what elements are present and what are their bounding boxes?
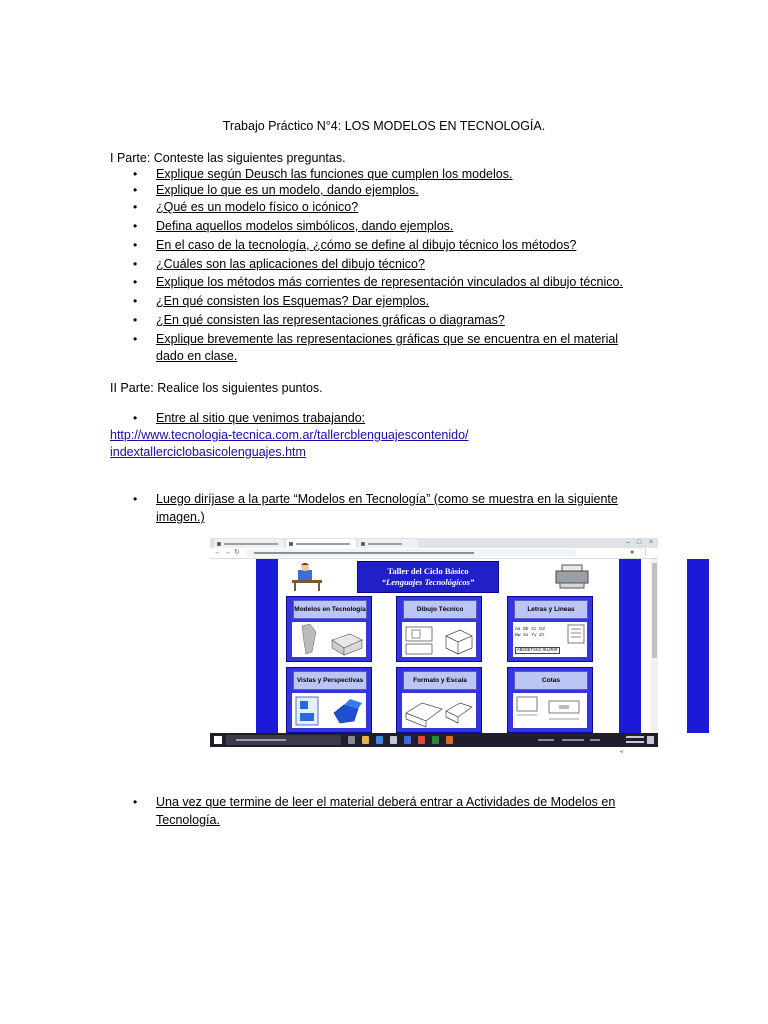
website-page bbox=[210, 559, 658, 754]
mail-icon bbox=[404, 736, 411, 744]
site-subtitle: “Lenguajes Tecnológicos” bbox=[381, 577, 475, 587]
clock-date bbox=[626, 741, 644, 743]
card-label: Modelos en Tecnología bbox=[293, 600, 367, 619]
question-item: En el caso de la tecnología, ¿cómo se define al dibujo técnico los métodos? bbox=[156, 238, 577, 252]
format-scale-icon bbox=[402, 693, 476, 728]
card-formato-y-escala[interactable] bbox=[396, 667, 482, 733]
question-item-continuation: dado en clase. bbox=[156, 349, 238, 363]
bullet: • bbox=[133, 795, 138, 809]
bullet: • bbox=[133, 167, 138, 181]
tab-favicon-icon bbox=[289, 542, 293, 546]
part2-heading bbox=[110, 380, 323, 396]
question-item: Defina aquellos modelos simbólicos, dando ejemplos. bbox=[156, 219, 454, 233]
browser-tab-strip bbox=[210, 538, 658, 548]
card-image bbox=[402, 693, 476, 728]
bullet: • bbox=[133, 294, 138, 308]
part2-instruction: Realice los siguientes puntos. bbox=[153, 381, 323, 395]
question-item: Explique según Deusch las funciones que cumplen los modelos. bbox=[156, 167, 513, 181]
page-right-band bbox=[687, 559, 709, 733]
bullet: • bbox=[133, 257, 138, 271]
card-image bbox=[513, 622, 587, 657]
bullet: • bbox=[133, 219, 138, 233]
task-view-icon bbox=[348, 736, 355, 744]
card-image bbox=[402, 622, 476, 657]
office-icon bbox=[418, 736, 425, 744]
card-letras-y-lineas[interactable] bbox=[507, 596, 593, 662]
letters-sample: Ww Xx Yy Zz bbox=[515, 633, 545, 638]
site-right-column bbox=[619, 559, 641, 733]
edge-icon bbox=[376, 736, 383, 744]
instruction-item-continuation: Tecnología. bbox=[156, 813, 220, 827]
part2-label: II Parte: bbox=[110, 381, 154, 395]
site-title: Taller del Ciclo Básico bbox=[387, 566, 469, 576]
views-perspective-icon bbox=[292, 693, 366, 728]
card-label: Dibujo Técnico bbox=[403, 600, 477, 619]
bullet: • bbox=[133, 183, 138, 197]
dimensions-icon bbox=[513, 693, 587, 728]
document-title: Trabajo Práctico N°4: LOS MODELOS EN TECNOLOGÍA. bbox=[222, 119, 546, 133]
minimize-icon: – bbox=[626, 539, 630, 546]
letters-sample: Aa Bb Cc Dd bbox=[515, 627, 545, 632]
browser-address-bar bbox=[210, 548, 658, 559]
menu-icon: ⋮ bbox=[642, 549, 649, 556]
tray-indicator bbox=[538, 739, 554, 741]
app-icon bbox=[446, 736, 453, 744]
instruction-item: Luego diríjase a la parte “Modelos en Tecnología” (como se muestra en la siguiente bbox=[156, 492, 618, 506]
card-image bbox=[292, 622, 366, 657]
forward-icon: → bbox=[224, 549, 231, 556]
windows-start-icon bbox=[214, 736, 222, 744]
store-icon bbox=[390, 736, 397, 744]
question-item: Explique brevemente las representaciones gráficas que se encuentra en el material bbox=[156, 332, 619, 346]
question-item: ¿Qué es un modelo físico o icónico? bbox=[156, 200, 359, 214]
card-modelos-en-tecnologia[interactable] bbox=[286, 596, 372, 662]
tab-favicon-icon bbox=[217, 542, 221, 546]
card-label: Formato y Escala bbox=[403, 671, 477, 690]
technical-drawing-icon bbox=[402, 622, 476, 657]
card-image bbox=[292, 693, 366, 728]
card-cotas[interactable] bbox=[507, 667, 593, 733]
browser-tab bbox=[214, 539, 284, 548]
share-icon: ⟲ bbox=[620, 749, 624, 754]
browser-tab bbox=[358, 539, 418, 548]
clock-time bbox=[626, 736, 644, 738]
bullet: • bbox=[133, 411, 138, 425]
question-item: Explique lo que es un modelo, dando ejemplos. bbox=[156, 183, 419, 197]
bullet: • bbox=[133, 275, 138, 289]
question-item: ¿En qué consisten las representaciones gráficas o diagramas? bbox=[156, 313, 505, 327]
card-vistas-y-perspectivas[interactable] bbox=[286, 667, 372, 733]
part1-label: I Parte: bbox=[110, 151, 151, 165]
browser-tab-active bbox=[286, 539, 356, 548]
question-item: ¿En qué consisten los Esquemas? Dar ejemplos. bbox=[156, 294, 430, 308]
site-link-line2[interactable]: indextallerciclobasicolenguajes.htm bbox=[110, 445, 306, 459]
site-left-column bbox=[256, 559, 278, 733]
taskbar-search-box bbox=[226, 735, 341, 745]
map-model-icon bbox=[292, 622, 366, 657]
notifications-icon bbox=[647, 736, 654, 744]
site-link-line1[interactable]: http://www.tecnologia-tecnica.com.ar/tallercblenguajescontenido/ bbox=[110, 428, 469, 442]
instruction-item-continuation: imagen.) bbox=[156, 510, 205, 524]
part1-heading bbox=[110, 150, 346, 166]
bullet: • bbox=[133, 200, 138, 214]
instruction-item: Una vez que termine de leer el material deberá entrar a Actividades de Modelos en bbox=[156, 795, 616, 809]
card-label: Cotas bbox=[514, 671, 588, 690]
back-icon: ← bbox=[214, 549, 221, 556]
question-item: ¿Cuáles son las aplicaciones del dibujo técnico? bbox=[156, 257, 425, 271]
part1-instruction: Conteste las siguientes preguntas. bbox=[150, 151, 346, 165]
embedded-screenshot bbox=[210, 538, 658, 754]
close-icon: × bbox=[648, 539, 654, 546]
file-explorer-icon bbox=[362, 736, 369, 744]
tab-favicon-icon bbox=[361, 542, 365, 546]
url-field bbox=[246, 549, 576, 557]
document-lines-icon bbox=[567, 624, 585, 644]
tray-icons bbox=[562, 739, 584, 741]
card-image bbox=[513, 693, 587, 728]
bullet: • bbox=[133, 313, 138, 327]
printer-icon bbox=[554, 565, 590, 589]
card-label: Letras y Líneas bbox=[514, 600, 588, 619]
bullet: • bbox=[133, 492, 138, 506]
windows-taskbar bbox=[210, 733, 658, 747]
site-header-banner bbox=[357, 561, 499, 593]
bullet: • bbox=[133, 332, 138, 346]
card-dibujo-tecnico[interactable] bbox=[396, 596, 482, 662]
browser-scrollbar bbox=[651, 559, 658, 733]
card-label: Vistas y Perspectivas bbox=[293, 671, 367, 690]
scrollbar-thumb bbox=[652, 563, 657, 658]
instruction-item: Entre al sitio que venimos trabajando: bbox=[156, 411, 366, 425]
student-drawing-icon bbox=[290, 562, 324, 592]
maximize-icon: □ bbox=[636, 539, 642, 546]
bullet: • bbox=[133, 238, 138, 252]
chrome-icon bbox=[432, 736, 439, 744]
profile-icon: ● bbox=[630, 549, 635, 556]
question-item: Explique los métodos más corrientes de representación vinculados al dibujo técnico. bbox=[156, 275, 623, 289]
reload-icon: ↻ bbox=[234, 549, 240, 556]
tray-language bbox=[590, 739, 600, 741]
letters-sample: ABCDEFGHIJKLMNO bbox=[517, 648, 558, 653]
